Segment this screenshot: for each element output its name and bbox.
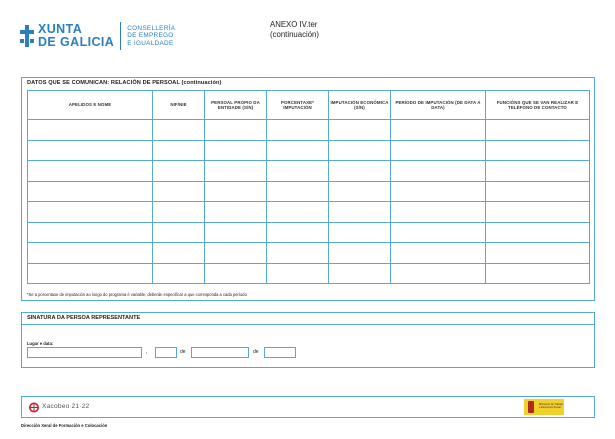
table-cell[interactable] [267, 202, 329, 223]
annex-title: ANEXO IV.ter [270, 20, 318, 29]
staff-table [27, 90, 590, 284]
staff-section [21, 77, 595, 301]
place-date-label: Lugar e data: [27, 341, 54, 346]
place-field[interactable] [27, 347, 142, 358]
table-cell[interactable] [28, 243, 153, 264]
annex-subtitle: (continuación) [270, 29, 319, 39]
table-cell[interactable] [391, 263, 486, 284]
column-header-functions: FUNCIÓNS QUE SE VAN REALIZAR E TELÉFONO DE CONTACTO [486, 91, 590, 120]
table-cell[interactable] [205, 243, 267, 264]
column-header-own-staff: PERSOAL PROPIO DA ENTIDADE (S/N) [205, 91, 267, 120]
table-cell[interactable] [391, 181, 486, 202]
directorate-name: Dirección Xeral de Formación e Colocación [21, 423, 108, 428]
logo-divider [120, 22, 121, 50]
day-field[interactable] [155, 347, 177, 358]
column-header-economic-imputation: IMPUTACIÓN ECONÓMICA (S/N) [329, 91, 391, 120]
table-row [28, 120, 590, 141]
table-cell[interactable] [486, 202, 590, 223]
table-cell[interactable] [28, 202, 153, 223]
table-cell[interactable] [28, 263, 153, 284]
table-cell[interactable] [205, 263, 267, 284]
org-name-line2: DE GALICIA [38, 35, 115, 49]
section-title: DATOS QUE SE COMUNICAN: RELACIÓN DE PERSOAL (continuación) [27, 80, 222, 86]
table-cell[interactable] [205, 120, 267, 141]
comma-separator: , [146, 349, 148, 355]
xacobeo-text: Xacobeo 21·22 [42, 403, 90, 410]
table-cell[interactable] [486, 181, 590, 202]
department-line1: CONSELLERÍA [127, 24, 176, 32]
table-cell[interactable] [153, 202, 205, 223]
department-line3: E IGUALDADE [127, 39, 174, 47]
table-cell[interactable] [153, 140, 205, 161]
divider [22, 324, 594, 325]
table-cell[interactable] [329, 161, 391, 182]
table-cell[interactable] [391, 202, 486, 223]
table-cell[interactable] [391, 222, 486, 243]
annex-heading [270, 20, 319, 39]
footer-logos [21, 396, 595, 418]
table-cell[interactable] [267, 140, 329, 161]
table-cell[interactable] [153, 181, 205, 202]
table-cell[interactable] [153, 120, 205, 141]
table-cell[interactable] [28, 222, 153, 243]
table-cell[interactable] [486, 263, 590, 284]
table-cell[interactable] [486, 243, 590, 264]
table-cell[interactable] [329, 140, 391, 161]
table-cell[interactable] [267, 161, 329, 182]
de-label-2: de [253, 349, 259, 355]
signature-section [21, 312, 595, 368]
table-cell[interactable] [153, 222, 205, 243]
department-name [127, 25, 175, 48]
coat-of-arms-icon [528, 401, 534, 413]
table-cell[interactable] [205, 181, 267, 202]
table-cell[interactable] [486, 161, 590, 182]
table-row [28, 140, 590, 161]
table-cell[interactable] [153, 263, 205, 284]
footnote: *Se a porcentaxe de imputación ao longo do programa é variable, deberán especificar a que corresponda a cada período [27, 292, 247, 297]
table-header-row [28, 91, 590, 120]
department-line2: DE EMPREGO [127, 32, 174, 40]
column-header-nif: NIF/NIE [153, 91, 205, 120]
table-cell[interactable] [329, 263, 391, 284]
org-name-line1: XUNTA [38, 22, 83, 36]
table-cell[interactable] [391, 161, 486, 182]
table-cell[interactable] [267, 222, 329, 243]
government-logo [524, 399, 564, 415]
column-header-period: PERÍODO DE IMPUTACIÓN (DE DATA A DATA) [391, 91, 486, 120]
table-row [28, 222, 590, 243]
table-cell[interactable] [486, 140, 590, 161]
table-cell[interactable] [153, 243, 205, 264]
year-field[interactable] [264, 347, 296, 358]
table-cell[interactable] [329, 222, 391, 243]
table-cell[interactable] [28, 140, 153, 161]
table-cell[interactable] [486, 120, 590, 141]
table-row [28, 263, 590, 284]
xunta-logo [20, 22, 175, 50]
table-cell[interactable] [391, 243, 486, 264]
column-header-percentage: PORCENTAXE* IMPUTACIÓN [267, 91, 329, 120]
table-row [28, 202, 590, 223]
table-cell[interactable] [205, 161, 267, 182]
table-cell[interactable] [391, 120, 486, 141]
table-cell[interactable] [267, 120, 329, 141]
table-cell[interactable] [28, 181, 153, 202]
xunta-cross-icon [20, 25, 34, 47]
table-row [28, 161, 590, 182]
table-cell[interactable] [486, 222, 590, 243]
org-name [38, 23, 114, 49]
table-cell[interactable] [391, 140, 486, 161]
table-cell[interactable] [329, 243, 391, 264]
table-cell[interactable] [329, 120, 391, 141]
de-label-1: de [180, 349, 186, 355]
table-cell[interactable] [205, 140, 267, 161]
table-row [28, 181, 590, 202]
table-row [28, 243, 590, 264]
government-logo-text: Ministerio de Trabajo e Economía Social [539, 403, 564, 409]
table-cell[interactable] [329, 202, 391, 223]
table-cell[interactable] [267, 243, 329, 264]
table-cell[interactable] [329, 181, 391, 202]
month-field[interactable] [191, 347, 249, 358]
table-cell[interactable] [267, 263, 329, 284]
table-cell[interactable] [205, 222, 267, 243]
xacobeo-icon [28, 402, 40, 413]
table-body [28, 120, 590, 284]
signature-title: SINATURA DA PERSOA REPRESENTANTE [27, 315, 141, 321]
table-cell[interactable] [153, 161, 205, 182]
table-cell[interactable] [205, 202, 267, 223]
table-cell[interactable] [28, 120, 153, 141]
column-header-name: APELIDOS E NOME [28, 91, 153, 120]
table-cell[interactable] [267, 181, 329, 202]
table-cell[interactable] [28, 161, 153, 182]
